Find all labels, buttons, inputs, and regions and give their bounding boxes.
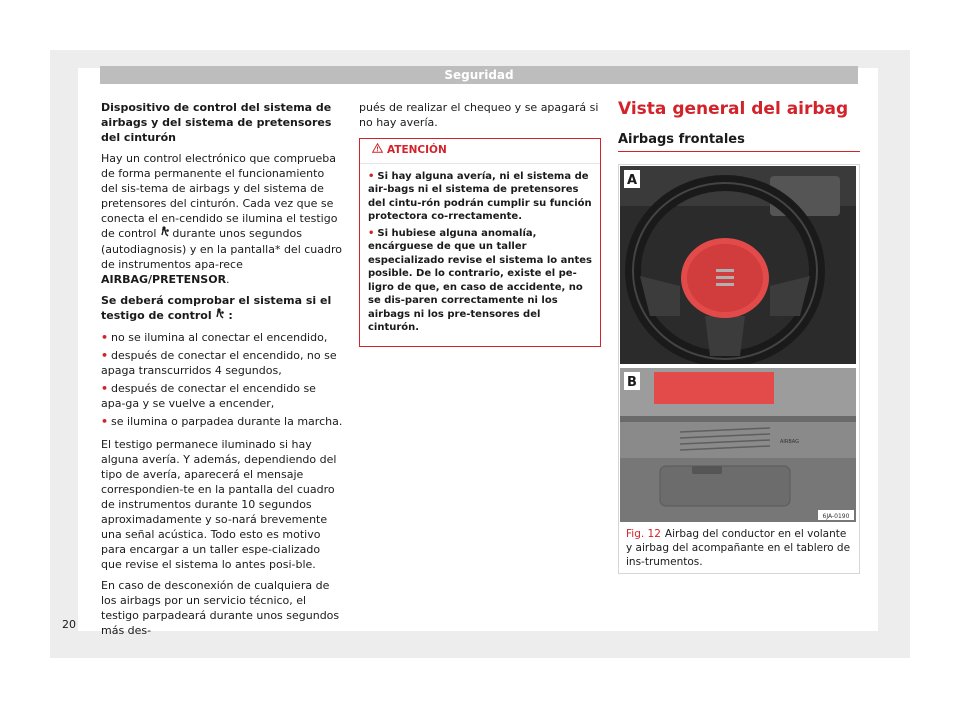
column-2 — [359, 100, 601, 347]
dashboard-trim — [620, 416, 856, 422]
list-item — [101, 348, 343, 378]
column-1 — [101, 100, 343, 644]
bullet-icon: • — [101, 382, 109, 395]
continued-paragraph: pués de realizar el chequeo y se apagará si no hay avería. — [359, 101, 599, 129]
intro-text-end: . — [226, 273, 230, 286]
warning-item — [368, 170, 592, 224]
airbag-warning-icon — [160, 226, 169, 242]
list-item-text: se ilumina o parpadea durante la marcha. — [111, 415, 343, 428]
list-item — [101, 414, 343, 429]
warning-item-text: Si hay alguna avería, ni el sistema de air-bags ni el sistema de pretensores del cintu-rón podrán cumplir su función protectora co-rrectamente. — [368, 170, 592, 222]
list-item — [101, 330, 343, 345]
figure-code: 6JA-0190 — [822, 513, 850, 520]
bullet-icon: • — [101, 331, 109, 344]
subsection-title: Airbags frontales — [618, 132, 860, 152]
passenger-airbag-highlight — [654, 372, 774, 404]
figure-caption — [626, 527, 852, 569]
warning-item — [368, 227, 592, 335]
intro-text-b: durante unos segundos (autodiagnosis) y en la pantalla* del cuadro de instrumentos apa-rece — [101, 227, 343, 271]
section-heading: Dispositivo de control del sistema de airbags y del sistema de pretensores del cinturón — [101, 101, 332, 144]
warning-box — [359, 138, 601, 347]
glovebox-handle — [692, 466, 722, 474]
bottom-spoke — [705, 316, 745, 356]
glovebox-lid — [660, 466, 790, 506]
list-item-text: después de conectar el encendido, no se apaga transcurridos 4 segundos, — [101, 349, 337, 377]
column-3 — [618, 98, 860, 162]
warning-title: ATENCIÓN — [387, 144, 447, 156]
check-heading — [101, 293, 343, 324]
page-number: 20 — [62, 618, 76, 631]
airbag-figure — [620, 166, 856, 522]
panel-b-label: B — [627, 375, 637, 390]
airbag-pretensor-label: AIRBAG/PRETENSOR — [101, 273, 227, 286]
list-item — [101, 381, 343, 411]
bullet-icon: • — [368, 170, 375, 182]
section-title: Vista general del airbag — [618, 99, 849, 119]
bullet-icon: • — [101, 415, 109, 428]
check-heading-colon: : — [228, 309, 233, 322]
intro-text-a: Hay un control electrónico que comprueba de forma permanente el funcionamiento del sis-tema de airbags y del sistema de pretensores del cinturón. Cada vez que se conecta el en-cendido se ilumina el testigo de control — [101, 152, 338, 240]
list-item-text: no se ilumina al conectar el encendido, — [111, 331, 328, 344]
warning-item-text: Si hubiese alguna anomalía, encárguese de que un taller especializado revise el sistema lo antes posible. De lo contrario, existe el pe-ligro de que, en caso de accidente, no se dis-paren correctamente ni los airbags ni los pre-tensores del cinturón. — [368, 227, 592, 333]
disconnect-paragraph: En caso de desconexión de cualquiera de los airbags por un servicio técnico, el testigo parpadeará durante unos segundos más des- — [101, 579, 340, 637]
panel-a-label: A — [626, 173, 638, 188]
list-item-text: después de conectar el encendido se apa-ga y se vuelve a encender, — [101, 382, 316, 410]
warning-triangle-icon — [372, 143, 383, 158]
seat-logo-icon — [716, 269, 734, 286]
figure-caption-text: Airbag del conductor en el volante y airbag del acompañante en el tablero de ins-trumentos. — [626, 528, 851, 568]
panel-divider — [620, 364, 856, 368]
intro-paragraph — [101, 151, 343, 287]
check-heading-text: Se deberá comprobar el sistema si el testigo de control — [101, 294, 332, 322]
fault-paragraph: El testigo permanece iluminado si hay alguna avería. Y además, dependiendo del tipo de avería, aparecerá el mensaje correspondien-te en la pantalla del cuadro de instrumentos durante 10 segundos aproximadamente y so-nará brevemente una señal acústica. Todo esto es motivo para encargar a un taller espe-cializado que revise el sistema lo antes posi-ble. — [101, 438, 337, 571]
passenger-airbag-text: AIRBAG — [780, 439, 800, 445]
bullet-icon: • — [368, 227, 375, 239]
section-header: Seguridad — [100, 66, 858, 84]
airbag-warning-icon — [215, 308, 224, 324]
figure-label: Fig. 12 — [626, 528, 661, 540]
warning-header — [360, 143, 600, 164]
bullet-icon: • — [101, 349, 109, 362]
